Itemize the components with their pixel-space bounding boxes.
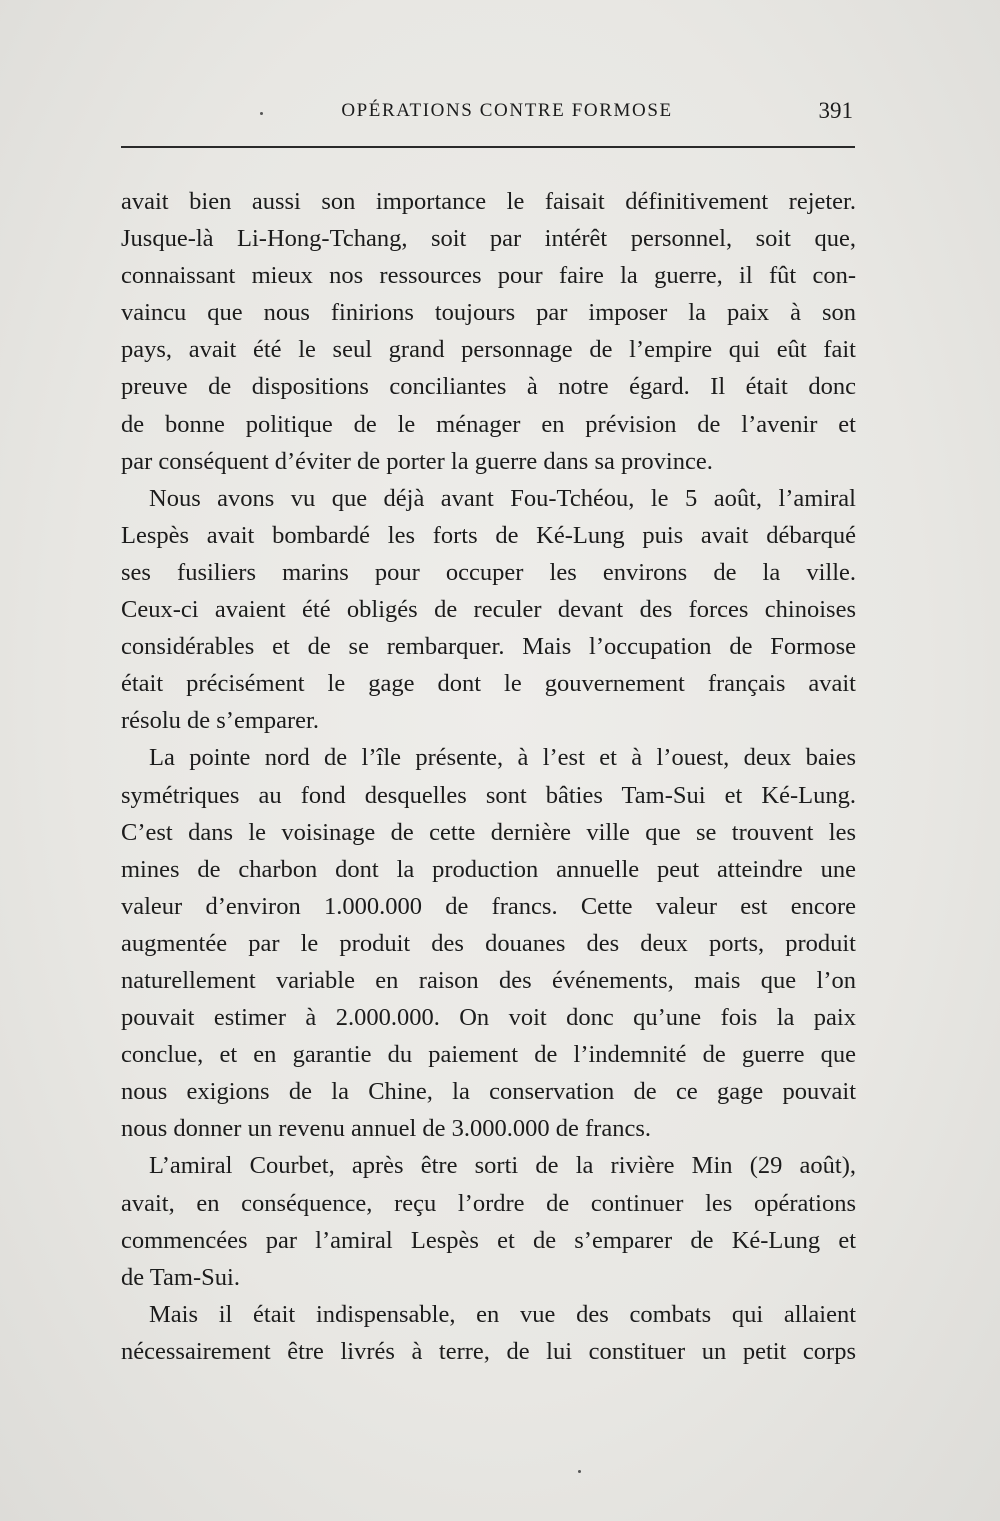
- text-line: Jusque-là Li-Hong-Tchang, soit par intérêt personnel, soit que,: [121, 225, 856, 253]
- text-line: commencées par l’amiral Lespès et de s’emparer de Ké-Lung et: [121, 1226, 856, 1254]
- body-text: [121, 183, 856, 1370]
- text-line: preuve de dispositions conciliantes à notre égard. Il était donc: [121, 373, 856, 401]
- text-line: avait, en conséquence, reçu l’ordre de continuer les opérations: [121, 1189, 856, 1217]
- text-line: connaissant mieux nos ressources pour faire la guerre, il fût con-: [121, 262, 856, 290]
- text-line: pays, avait été le seul grand personnage de l’empire qui eût fait: [121, 336, 856, 364]
- text-line: ses fusiliers marins pour occuper les environs de la ville.: [121, 558, 856, 586]
- page-number: 391: [818, 98, 853, 123]
- text-line: Lespès avait bombardé les forts de Ké-Lung puis avait débarqué: [121, 521, 856, 549]
- text-line: augmentée par le produit des douanes des deux ports, produit: [121, 929, 856, 957]
- text-line: de Tam-Sui.: [121, 1263, 240, 1291]
- text-line: Mais il était indispensable, en vue des combats qui allaient: [149, 1300, 856, 1328]
- text-line: Ceux-ci avaient été obligés de reculer devant des forces chinoises: [121, 596, 856, 624]
- text-line: conclue, et en garantie du paiement de l’indemnité de guerre que: [121, 1041, 856, 1069]
- text-line: nécessairement être livrés à terre, de lui constituer un petit corps: [121, 1337, 856, 1365]
- text-line: C’est dans le voisinage de cette dernière ville que se trouvent les: [121, 818, 856, 846]
- text-line: naturellement variable en raison des événements, mais que l’on: [121, 966, 856, 994]
- text-line: La pointe nord de l’île présente, à l’est et à l’ouest, deux baies: [149, 744, 856, 772]
- text-line: pouvait estimer à 2.000.000. On voit donc qu’une fois la paix: [121, 1004, 856, 1032]
- text-line: symétriques au fond desquelles sont bâties Tam-Sui et Ké-Lung.: [121, 781, 856, 809]
- text-line: résolu de s’emparer.: [121, 707, 319, 735]
- text-line: mines de charbon dont la production annuelle peut atteindre une: [121, 855, 856, 883]
- text-line: Nous avons vu que déjà avant Fou-Tchéou, le 5 août, l’amiral: [149, 484, 856, 512]
- text-line: considérables et de se rembarquer. Mais l’occupation de Formose: [121, 633, 856, 661]
- text-line: était précisément le gage dont le gouvernement français avait: [121, 670, 856, 698]
- text-line: nous donner un revenu annuel de 3.000.000 de francs.: [121, 1115, 652, 1143]
- print-speck: [578, 1470, 581, 1473]
- text-line: nous exigions de la Chine, la conservation de ce gage pouvait: [121, 1078, 856, 1106]
- text-line: vaincu que nous finirions toujours par imposer la paix à son: [121, 299, 856, 327]
- text-line: valeur d’environ 1.000.000 de francs. Cette valeur est encore: [121, 892, 856, 920]
- running-head: [121, 98, 853, 130]
- text-line: L’amiral Courbet, après être sorti de la rivière Min (29 août),: [149, 1152, 856, 1180]
- running-title: OPÉRATIONS CONTRE FORMOSE: [341, 100, 673, 121]
- text-line: de bonne politique de le ménager en prévision de l’avenir et: [121, 410, 856, 438]
- print-speck: [260, 112, 263, 115]
- header-rule: [121, 146, 855, 148]
- text-line: avait bien aussi son importance le faisait définitivement rejeter.: [121, 188, 856, 215]
- text-line: par conséquent d’éviter de porter la guerre dans sa province.: [121, 447, 713, 475]
